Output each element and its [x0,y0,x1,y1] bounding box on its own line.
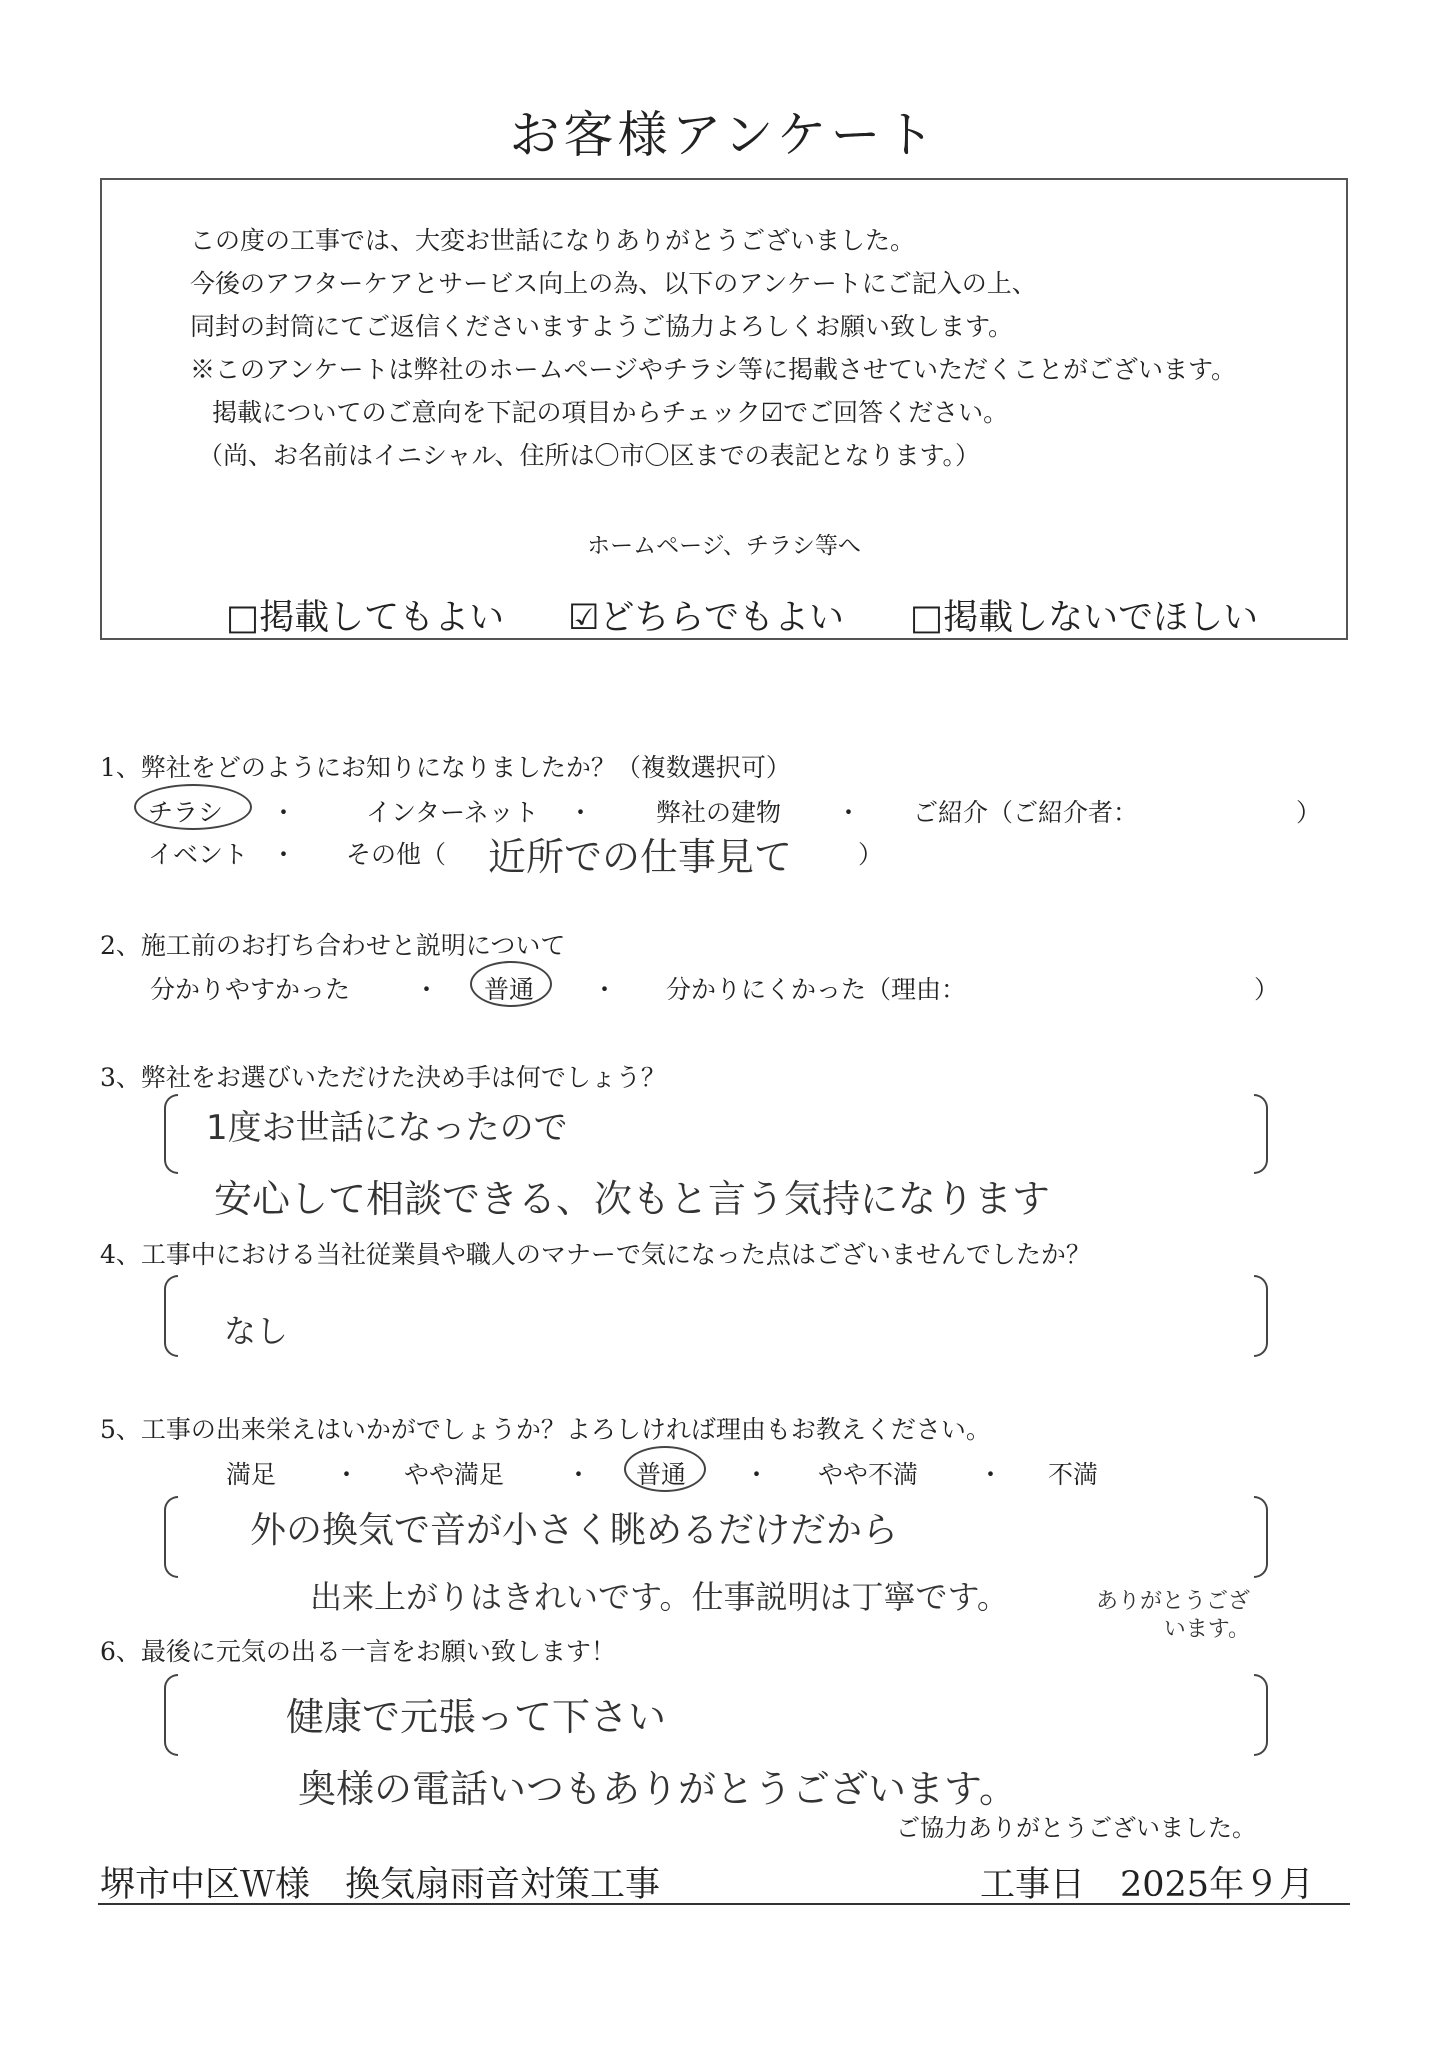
option-flyer[interactable]: チラシ [148,798,224,827]
separator-dot: ・ [271,840,297,869]
intro-line-3: 同封の封筒にてご返信くださいますようご協力よろしくお願い致します。 [190,312,1014,341]
intro-line-1: この度の工事では、大変お世話になりありがとうございました。 [190,226,916,255]
option-easy-to-understand[interactable]: 分かりやすかった [150,975,351,1004]
handwritten-answer-line: 出来上がりはきれいです。仕事説明は丁寧です。 [310,1578,1009,1616]
question-6: 6、最後に元気の出る一言をお願い致します！ [100,1637,616,1666]
handwritten-other-answer: 近所での仕事見て [488,835,793,879]
answer-bracket-left [164,1275,178,1357]
handwritten-answer-line: 外の換気で音が小さく眺めるだけだから [250,1510,899,1551]
option-internet[interactable]: インターネット [366,798,539,827]
answer-bracket-right [1254,1094,1268,1174]
option-somewhat-dissatisfied[interactable]: やや不満 [818,1460,919,1489]
consent-option-label: どちらでもよい [599,598,845,638]
question-4: 4、工事中における当社従業員や職人のマナーで気になった点はございませんでしたか？ [100,1240,1091,1269]
option-dissatisfied[interactable]: 不満 [1048,1460,1099,1489]
answer-bracket-left [164,1094,178,1174]
selection-circle [624,1446,706,1492]
option-normal[interactable]: 普通 [484,975,535,1004]
answer-bracket-left [164,1496,178,1578]
separator-dot: ・ [414,975,440,1004]
consent-option-allow[interactable] [226,590,504,640]
option-normal[interactable]: 普通 [636,1460,687,1489]
referral-close-paren: ） [1296,798,1322,827]
consent-option-deny[interactable] [910,590,1258,640]
checkbox-icon[interactable]: □ [226,598,260,638]
option-other[interactable]: その他（ [346,840,447,869]
selection-circle [470,961,552,1007]
separator-dot: ・ [568,798,594,827]
answer-bracket-right [1254,1496,1268,1578]
checkbox-icon[interactable]: □ [910,598,944,638]
question-2: 2、施工前のお打ち合わせと説明について [100,931,566,960]
separator-dot: ・ [978,1460,1004,1489]
separator-dot: ・ [334,1460,360,1489]
answer-bracket-right [1254,1674,1268,1756]
option-satisfied[interactable]: 満足 [226,1460,277,1489]
consent-option-either[interactable] [568,590,844,640]
separator-dot: ・ [744,1460,770,1489]
handwritten-answer-line: 健康で元張って下さい [286,1695,667,1739]
separator-dot: ・ [271,798,297,827]
option-event[interactable]: イベント [148,840,249,869]
question-3: 3、弊社をお選びいただけた決め手は何でしょう？ [100,1063,666,1092]
consent-heading: ホームページ、チラシ等へ [587,533,861,559]
footer-customer-project: 堺市中区Ｗ様 換気扇雨音対策工事 [100,1865,661,1905]
answer-bracket-right [1254,1275,1268,1357]
intro-line-2: 今後のアフターケアとサービス向上の為、以下のアンケートにご記入の上、 [190,269,1037,298]
handwritten-answer-note: ありがとうございます。 [1095,1589,1250,1642]
option-referral[interactable]: ご紹介（ご紹介者： [913,798,1139,827]
option-somewhat-satisfied[interactable]: やや満足 [404,1460,505,1489]
selection-circle [134,784,252,830]
separator-dot: ・ [566,1460,592,1489]
thanks-note: ご協力ありがとうございました。 [896,1814,1256,1842]
footer-construction-date: 工事日 2025年９月 [980,1865,1315,1905]
intro-line-4: ※このアンケートは弊社のホームページやチラシ等に掲載させていただくことがございます。 [190,355,1237,384]
handwritten-answer-line: 安心して相談できる、次もと言う気持になります [214,1177,1051,1221]
consent-option-label: 掲載してもよい [259,598,505,638]
intro-line-6: （尚、お名前はイニシャル、住所は〇市〇区までの表記となります。） [198,441,981,470]
question-1: 1、弊社をどのようにお知りになりましたか？（複数選択可） [100,753,791,782]
separator-dot: ・ [592,975,618,1004]
question-5: 5、工事の出来栄えはいかがでしょうか？よろしければ理由もお教えください。 [100,1415,991,1444]
reason-close-paren: ） [1254,975,1280,1004]
option-hard-to-understand[interactable]: 分かりにくかった（理由： [666,975,967,1004]
handwritten-answer-line: 1度お世話になったので [206,1108,568,1148]
footer-underline [98,1903,1350,1905]
handwritten-answer-line: なし [224,1312,289,1350]
page-title: お客様アンケート [509,106,939,164]
other-close-paren: ） [858,840,884,869]
answer-bracket-left [164,1674,178,1756]
checked-checkbox-icon[interactable]: ☑ [568,598,600,638]
consent-option-label: 掲載しないでほしい [943,598,1259,638]
option-company-building[interactable]: 弊社の建物 [656,798,782,827]
separator-dot: ・ [836,798,862,827]
handwritten-answer-line: 奥様の電話いつもありがとうございます。 [298,1767,1017,1811]
intro-line-5: 掲載についてのご意向を下記の項目からチェック☑でご回答ください。 [212,398,1009,427]
